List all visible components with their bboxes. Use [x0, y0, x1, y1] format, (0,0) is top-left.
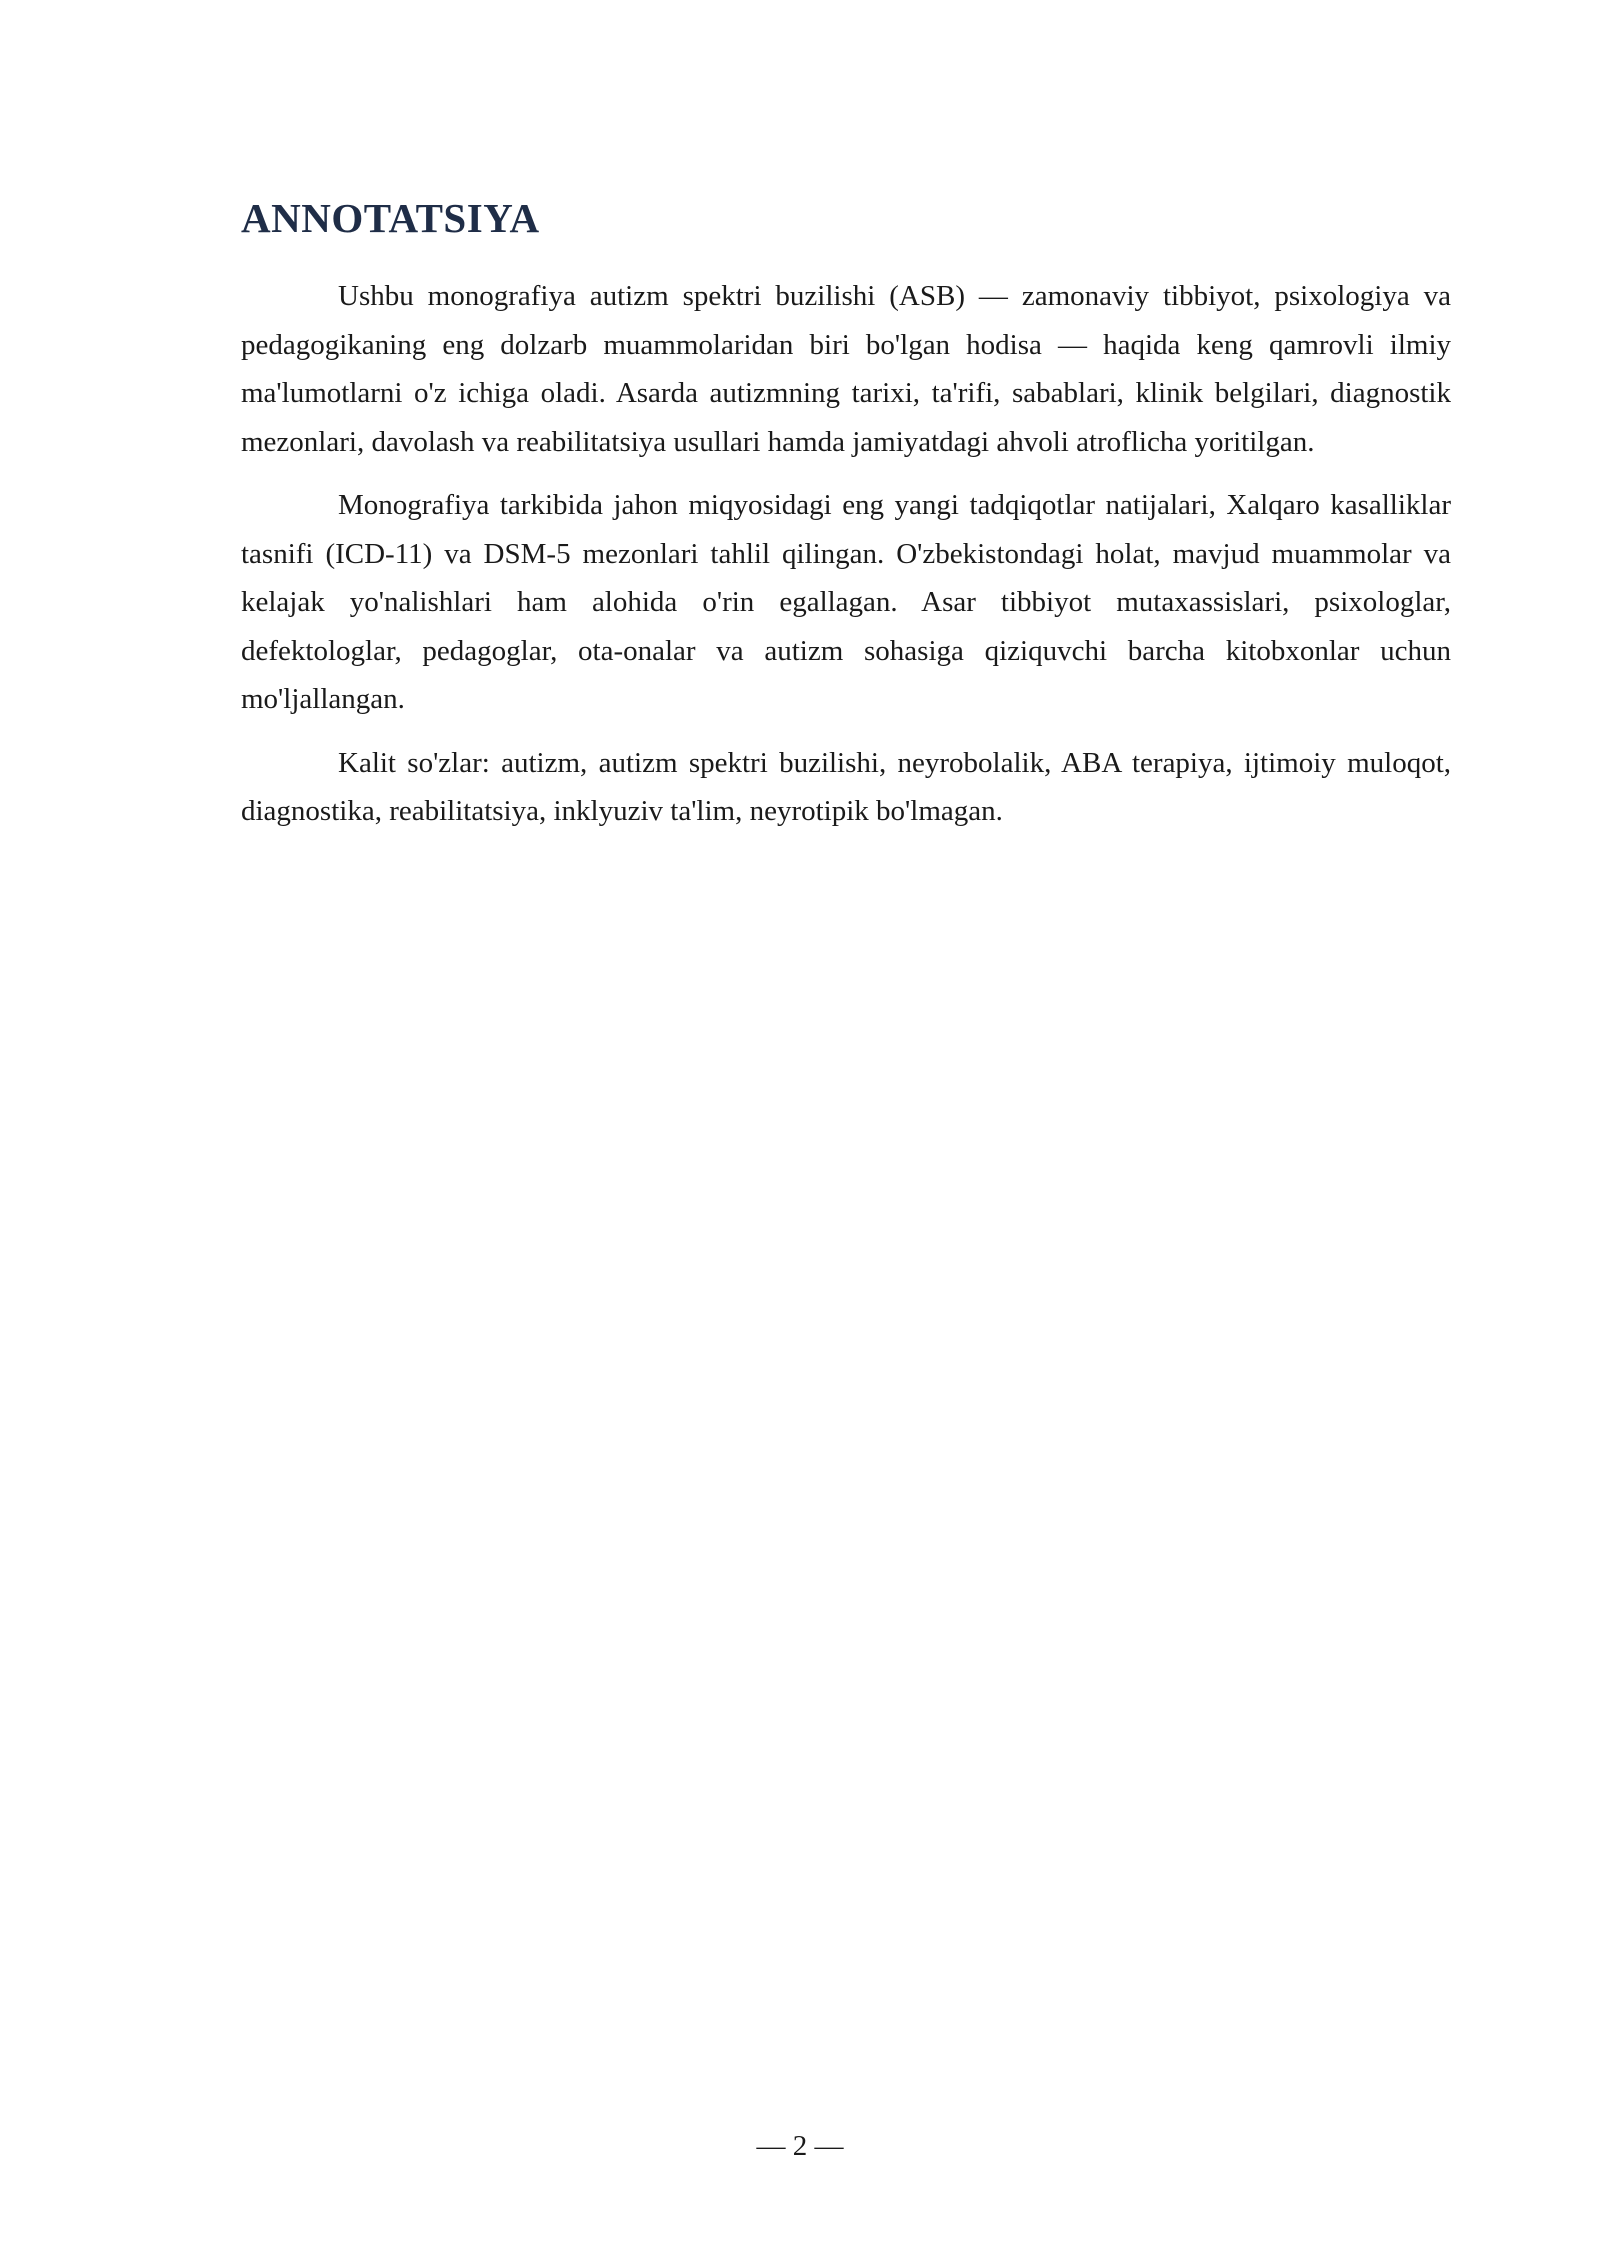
keywords-paragraph: Kalit so'zlar: autizm, autizm spektri buzilishi, neyrobolalik, ABA terapiya, ijtimoiy muloqot, diagnostika, reabilitatsiya, inklyuziv ta'lim, neyrotipik bo'lmagan. [241, 746, 1451, 827]
page-heading: ANNOTATSIYA [241, 195, 540, 241]
abstract-paragraph-2: Monografiya tarkibida jahon miqyosidagi eng yangi tadqiqotlar natijalari, Xalqaro kasalliklar tasnifi (ICD-11) va DSM-5 mezonlari tahlil qilingan. O'zbekistondagi holat, mavjud muammolar va kelajak yo'nalishlari ham alohida o'rin egallagan. Asar tibbiyot mutaxassislari, psixologlar, defektologlar, pedagoglar, ota-onalar va autizm sohasiga qiziquvchi barcha kitobxonlar uchun mo'ljallangan. [241, 489, 1451, 715]
abstract-paragraph-1: Ushbu monografiya autizm spektri buzilishi (ASB) — zamonaviy tibbiyot, psixologiya va pedagogikaning eng dolzarb muammolaridan biri bo'lgan hodisa — haqida keng qamrovli ilmiy ma'lumotlarni o'z ichiga oladi. Asarda autizmning tarixi, ta'rifi, sabablari, klinik belgilari, diagnostik mezonlari, davolash va reabilitatsiya usullari hamda jamiyatdagi ahvoli atroflicha yoritilgan. [241, 280, 1451, 458]
page-content [241, 190, 1451, 851]
page-number: — 2 — [756, 2130, 844, 2162]
